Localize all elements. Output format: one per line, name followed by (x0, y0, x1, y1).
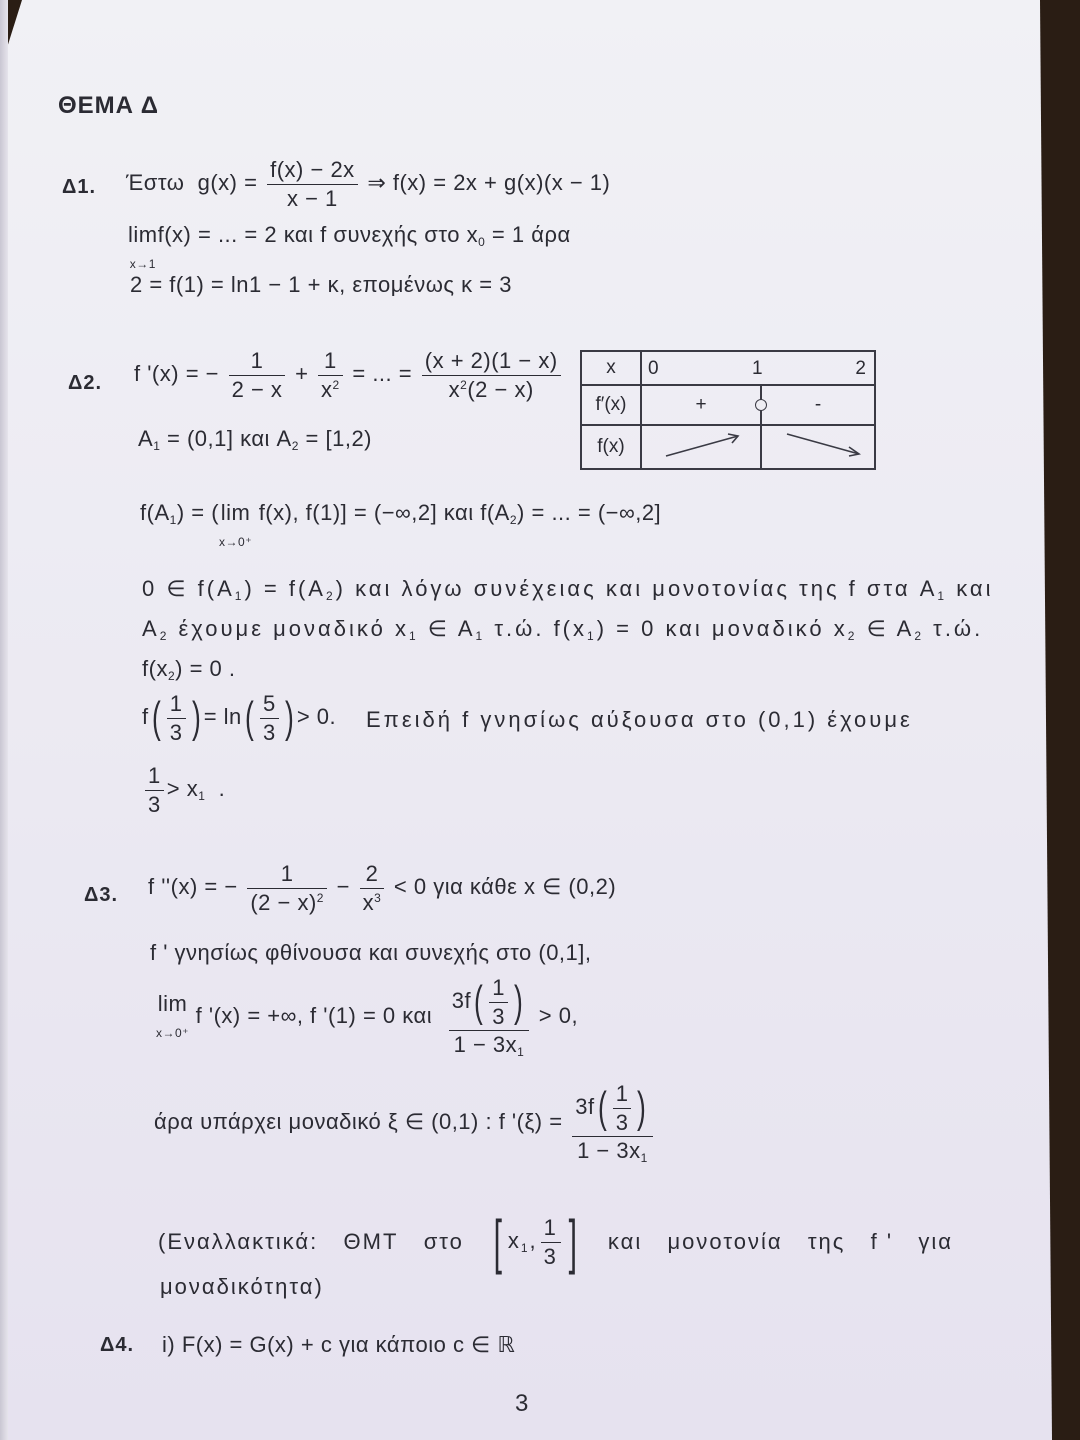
d1-line2: lim x→1f(x) = ... = 2 και f συνεχής στο $x_0 = 1$ άρα (128, 222, 571, 271)
page-heading: ΘΕΜΑ Δ (58, 92, 160, 119)
table-f-decreasing (761, 425, 875, 469)
d2-frac-2: $\frac{1}{x^2}$ (318, 347, 343, 403)
d1-label: Δ1. (62, 176, 97, 198)
d2-frac-1: $\frac{1}{2 - x}$ (229, 347, 286, 403)
d4-text: i) F(x) = G(x) + c για κάποιο c ∈ ℝ (162, 1332, 516, 1357)
table-x-2: 2 (855, 358, 866, 379)
d2-intervals: $A_1 = (0,1]$ και $A_2 = [1,2)$ (138, 426, 373, 453)
d4-label: Δ4. (100, 1334, 135, 1356)
d2-para-line2: $A_2$ έχουμε μοναδικό $x_1$ ∈ $A_1$ τ.ώ. $f(x_1) = 0$ και μοναδικό $x_2$ ∈ $A_2$ τ.ώ. (142, 616, 984, 643)
d3-label: Δ3. (84, 884, 119, 906)
table-fp-label: f′(x) (581, 385, 641, 425)
table-x-values (641, 351, 875, 385)
table-fp-sign-plus: + (641, 385, 761, 425)
decreasing-arrow-icon (763, 426, 873, 462)
increasing-arrow-icon (646, 426, 756, 462)
table-f-increasing (641, 425, 761, 469)
d3-alternative-line1: (Εναλλακτικά: ΘΜΤ στο [ $x_1$, $\frac{1}{3}$ ] και μονοτονία της f ' για (158, 1208, 953, 1275)
d1-line3: 2 = f(1) = ln1 − 1 + κ, επομένως κ = 3 (130, 272, 512, 297)
d3-alternative-line2: μοναδικότητα) (160, 1274, 324, 1299)
d2-para-line1: 0 ∈ $f(A_1) = f(A_2)$ και λόγω συνέχειας και μονοτονίας της f στα $A_1$ και (142, 576, 994, 603)
d3-limits: lim x→0⁺ f '(x) = +∞, f '(1) = 0 και 3f( $\frac{1}{3}$ ) $1 - 3x_1$ > 0, (156, 975, 579, 1059)
paper-edge (0, 0, 8, 1440)
d2-range: $f(A_1) = (\lim$ x→0⁺ f(x), f(1)] = (−∞,2] και $f(A_2)$ = ... = (−∞,2] (140, 500, 662, 549)
d1-g-fraction: $\frac{f(x) - 2x}{x - 1}$ (267, 156, 358, 212)
d2-para-line3: $f(x_2) = 0$ . (142, 656, 236, 683)
table-x-0: 0 (648, 358, 659, 379)
d2-conclusion: $\frac{1}{3}$ > $x_1$ . (142, 762, 225, 818)
d2-inequality: f( $\frac{1}{3}$ ) = ln( $\frac{5}{3}$ ) > 0. (142, 691, 337, 745)
d2-since-text: Επειδή f γνησίως αύξουσα στο (0,1) έχουμε (366, 707, 913, 732)
d3-line2: f ' γνησίως φθίνουσα και συνεχής στο (0,1], (150, 940, 592, 965)
page-number: 3 (515, 1390, 529, 1417)
sign-table (580, 350, 876, 464)
table-fp-sign-minus: - (761, 385, 875, 425)
d2-derivative: f '(x) = − $\frac{1}{2 - x}$ + $\frac{1}{x^2}$ = ... = $\frac{(x + 2)(1 - x)}{x^2(2 - x)}$ (134, 347, 564, 403)
d1-line1: Έστω g(x) = $\frac{f(x) - 2x}{x - 1}$ ⇒ f(x) = 2x + g(x)(x − 1) (126, 157, 611, 211)
d2-frac-3: $\frac{(x + 2)(1 - x)}{x^2(2 - x)}$ (422, 347, 561, 403)
table-x-label: x (581, 351, 641, 385)
d3-second-derivative: f ''(x) = − $\frac{1}{(2 - x)^2}$ − $\frac{2}{x^3}$ < 0 για κάθε x ∈ (0,2) (148, 861, 617, 915)
table-f-label: f(x) (581, 425, 641, 469)
d2-label: Δ2. (68, 372, 103, 394)
d3-exists: άρα υπάρχει μοναδικό ξ ∈ (0,1) : f '(ξ) = 3f( $\frac{1}{3}$ ) $1 - 3x_1$ (154, 1080, 656, 1166)
table-x-1: 1 (752, 358, 763, 379)
